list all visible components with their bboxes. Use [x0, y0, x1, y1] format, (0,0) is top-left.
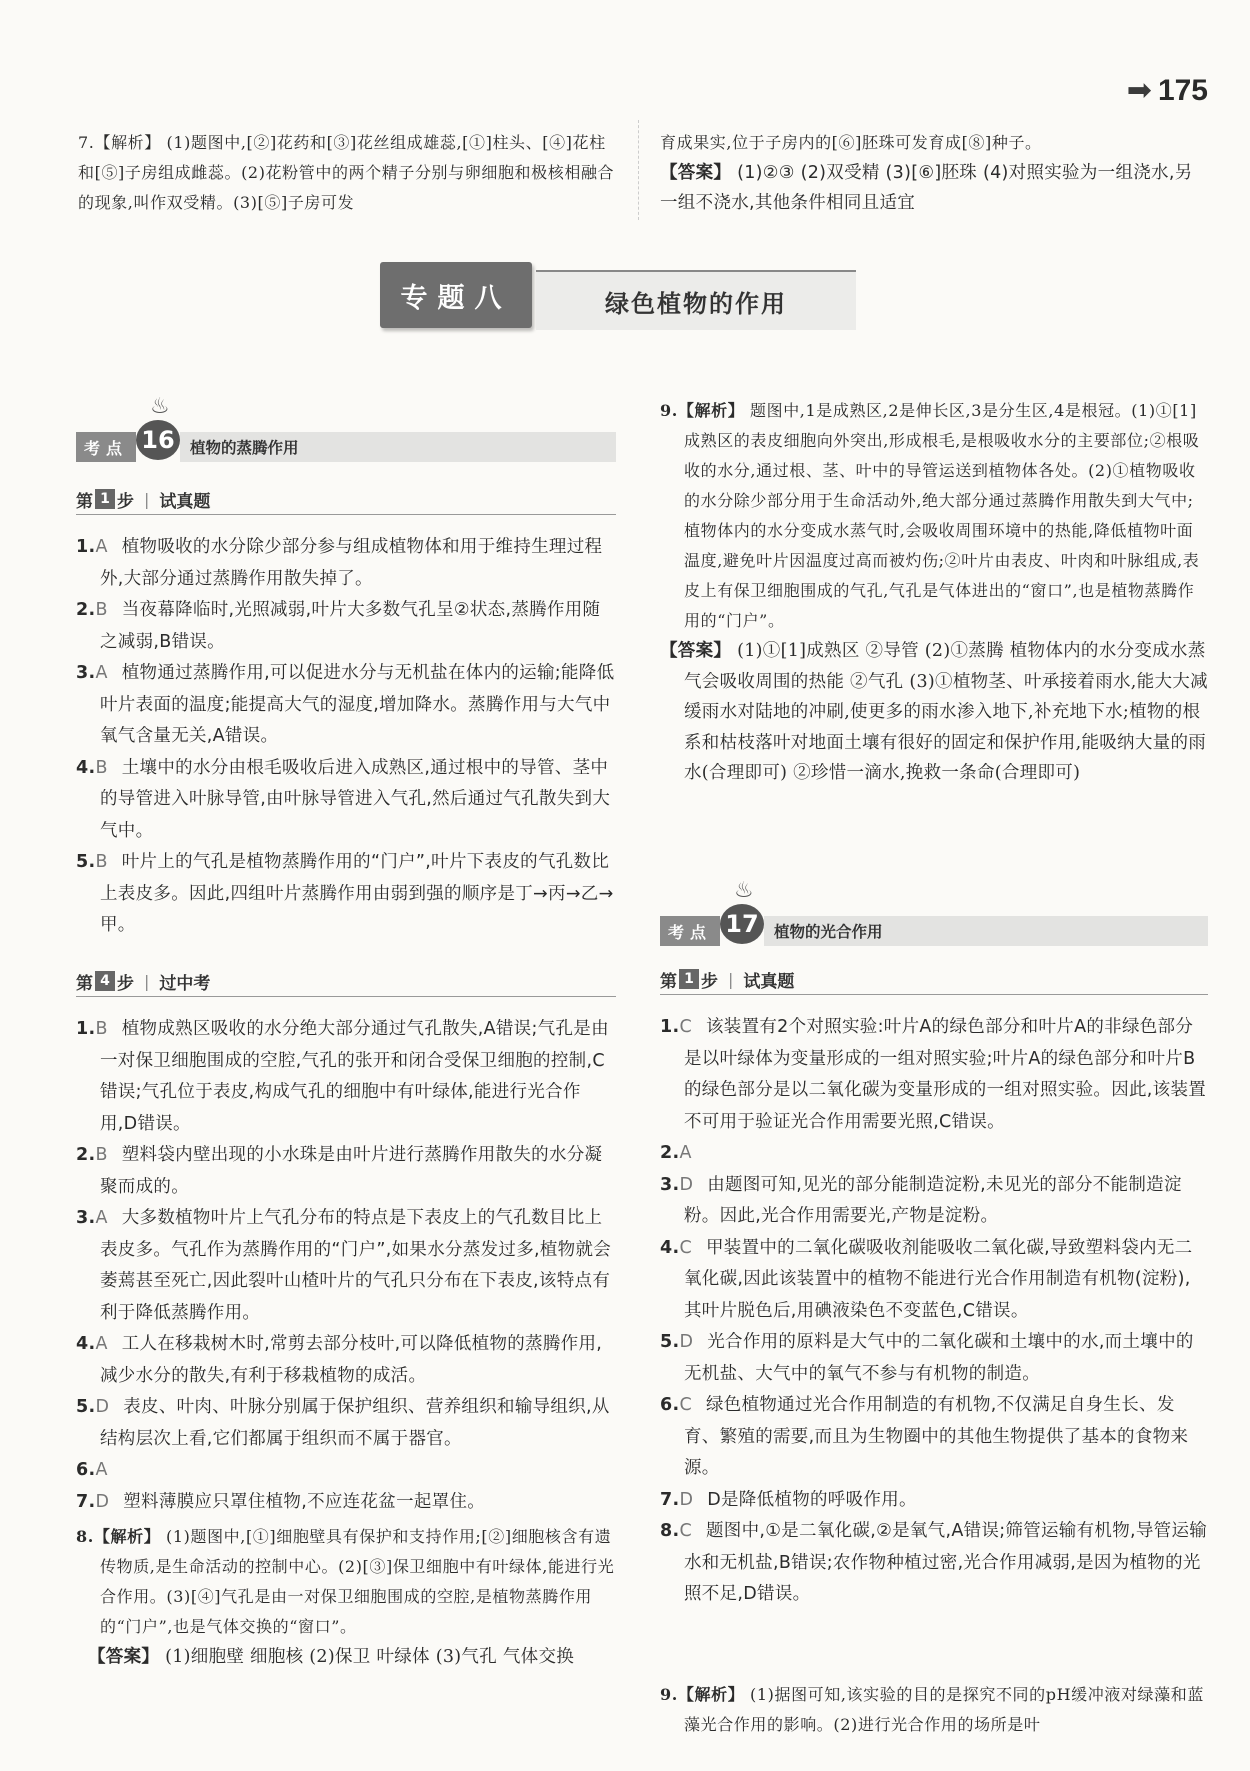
left-step4-list — [76, 1014, 616, 1518]
answer-item: 3.D 由题图可知,见光的部分能制造淀粉,未见光的部分不能制造淀粉。因此,光合作用需要光,产物是淀粉。 — [660, 1174, 1182, 1226]
left-q8: 8.【解析】 (1)题图中,[①]细胞壁具有保护和支持作用;[②]细胞核含有遗传物质,是生命活动的控制中心。(2)[③]保卫细胞中有叶绿体,能进行光合作用。(3)[④]气孔是由一对保卫细胞围成的空腔,是植物蒸腾作用的“门户”,也是气体交换的“窗口”。 【答案】 (1)细胞壁 细胞核 (2)保卫 叶绿体 (3)气孔 气体交换 — [76, 1527, 615, 1667]
answer-item: 6.C 绿色植物通过光合作用制造的有机物,不仅满足自身生长、发育、繁殖的需要,而且为生物圈中的其他生物提供了基本的食物来源。 — [660, 1395, 1189, 1478]
answer-item: 7.D D是降低植物的呼吸作用。 — [660, 1489, 917, 1510]
answer-item: 4.A 工人在移栽树木时,常剪去部分枝叶,可以降低植物的蒸腾作用,减少水分的散失,有利于移栽植物的成活。 — [76, 1334, 603, 1386]
answer-item: 7.D 塑料薄膜应只罩住植物,不应连花盆一起罩住。 — [76, 1491, 486, 1512]
kaodian-number: ♨ 16 — [136, 420, 180, 460]
answer-item: 5.D 表皮、叶肉、叶脉分别属于保护组织、营养组织和输导组织,从结构层次上看,它们都属于组织而不属于器官。 — [76, 1397, 610, 1449]
right-step1-list — [660, 1012, 1208, 1611]
answer-item: 4.B 土壤中的水分由根毛吸收后进入成熟区,通过根中的导管、茎中的导管进入叶脉导管,由叶脉导管进入气孔,然后通过气孔散失到大气中。 — [76, 757, 611, 841]
answer-item: 3.A 植物通过蒸腾作用,可以促进水分与无机盐在体内的运输;能降低叶片表面的温度;能提高大气的湿度,增加降水。蒸腾作用与大气中氧气含量无关,A错误。 — [76, 663, 615, 746]
right-q9: 9.【解析】 题图中,1是成熟区,2是伸长区,3是分生区,4是根冠。(1)①[1]成熟区的表皮细胞向外突出,形成根毛,是根吸收水分的主要部位;②根吸收的水分,通过根、茎、叶中的导管运送到植物体各处。(2)①植物吸收的水分除少部分用于生命活动外,绝大部分通过蒸腾作用散失到大气中;植物体内的水分变成水蒸气时,会吸收周围环境中的热能,降低植物叶面温度,避免叶片因温度过高而被灼伤;②叶片由表皮、叶肉和叶脉组成,表皮上有保卫细胞围成的气孔,气孔是气体进出的“窗口”,也是植物蒸腾作用的“门户”。 【答案】 (1)①[1]成熟区 ②导管 (2)①蒸腾 植物体内的水分变成水蒸气会吸收周围的热能 ②气孔 (3)①植物茎、叶承接着雨水,能大大减缓雨水对陆地的冲刷,使更多的雨水渗入地下,补充地下水;植物的根系和枯枝落叶对地面土壤有很好的固定和保护作用,能吸纳大量的雨水(合理即可) ②珍惜一滴水,挽救一条命(合理即可) — [660, 401, 1208, 783]
step-4-header: 第 4 步 | 过中考 — [76, 966, 616, 997]
topic-label: 专题八 — [380, 262, 532, 328]
topic-title: 绿色植物的作用 — [536, 270, 856, 330]
answer-item: 5.D 光合作用的原料是大气中的二氧化碳和土壤中的水,而土壤中的无机盐、大气中的氧气不参与有机物的制造。 — [660, 1332, 1194, 1384]
answer-item: 1.A 植物吸收的水分除少部分参与组成植物体和用于维持生理过程外,大部分通过蒸腾作用散失掉了。 — [76, 537, 603, 589]
kaodian-17: 考点 ♨ 17 植物的光合作用 — [660, 916, 1208, 946]
step-1-header: 第 1 步 | 试真题 — [76, 484, 616, 515]
flame-icon: ♨ — [150, 394, 170, 419]
arrow-icon: ➡ — [1126, 73, 1152, 108]
column-divider — [638, 120, 639, 220]
answer-item: 5.B 叶片上的气孔是植物蒸腾作用的“门户”,叶片下表皮的气孔数比上表皮多。因此,四组叶片蒸腾作用由弱到强的顺序是丁→丙→乙→甲。 — [76, 852, 614, 935]
answer-item: 3.A 大多数植物叶片上气孔分布的特点是下表皮上的气孔数目比上表皮多。气孔作为蒸腾作用的“门户”,如果水分蒸发过多,植物就会萎蔫甚至死亡,因此裂叶山楂叶片的气孔只分布在下表皮,该特点有利于降低蒸腾作用。 — [76, 1208, 612, 1323]
answer-item: 6.A — [76, 1460, 108, 1480]
answer-item: 4.C 甲装置中的二氧化碳吸收剂能吸收二氧化碳,导致塑料袋内无二氧化碳,因此该装置中的植物不能进行光合作用制造有机物(淀粉),其叶片脱色后,用碘液染色不变蓝色,C错误。 — [660, 1237, 1193, 1321]
answer-item: 2.B 当夜幕降临时,光照减弱,叶片大多数气孔呈②状态,蒸腾作用随之减弱,B错误。 — [76, 600, 601, 652]
right-q9b: 9.【解析】 (1)据图可知,该实验的目的是探究不同的pH缓冲液对绿藻和蓝藻光合作用的影响。(2)进行光合作用的场所是叶 — [660, 1685, 1204, 1734]
answer-item: 8.C 题图中,①是二氧化碳,②是氧气,A错误;筛管运输有机物,导管运输水和无机盐,B错误;农作物种植过密,光合作用减弱,是因为植物的光照不足,D错误。 — [660, 1521, 1208, 1604]
answer-item: 2.B 塑料袋内壁出现的小水珠是由叶片进行蒸腾作用散失的水分凝聚而成的。 — [76, 1145, 603, 1197]
answer-item: 2.A — [660, 1143, 692, 1163]
step-1b-header: 第 1 步 | 试真题 — [660, 964, 1208, 995]
kaodian-16: 考点 ♨ 16 植物的蒸腾作用 — [76, 432, 616, 462]
flame-icon: ♨ — [734, 878, 754, 903]
answer-item: 1.C 该装置有2个对照实验:叶片A的绿色部分和叶片A的非绿色部分是以叶绿体为变量形成的一组对照实验;叶片A的绿色部分和叶片B的绿色部分是以二氧化碳为变量形成的一组对照实验。因此,该装置不可用于验证光合作用需要光照,C错误。 — [660, 1017, 1207, 1132]
kaodian-number: ♨ 17 — [720, 904, 764, 944]
page-number: ➡ 175 — [1126, 73, 1208, 108]
answer-item: 1.B 植物成熟区吸收的水分绝大部分通过气孔散失,A错误;气孔是由一对保卫细胞围成的空腔,气孔的张开和闭合受保卫细胞的控制,C错误;气孔位于表皮,构成气孔的细胞中有叶绿体,能进行光合作用,D错误。 — [76, 1019, 609, 1134]
top-right-text: 育成果实,位于子房内的[⑥]胚珠可发育成[⑧]种子。 【答案】 (1)②③ (2)双受精 (3)[⑥]胚珠 (4)对照实验为一组浇水,另一组不浇水,其他条件相同且适宜 — [660, 133, 1193, 213]
top-left-text: 7.【解析】 (1)题图中,[②]花药和[③]花丝组成雄蕊,[①]柱头、[④]花柱和[⑤]子房组成雌蕊。(2)花粉管中的两个精子分别与卵细胞和极核相融合的现象,叫作双受精。(3)[⑤]子房可发 — [78, 133, 615, 212]
left-step1-list — [76, 532, 616, 942]
